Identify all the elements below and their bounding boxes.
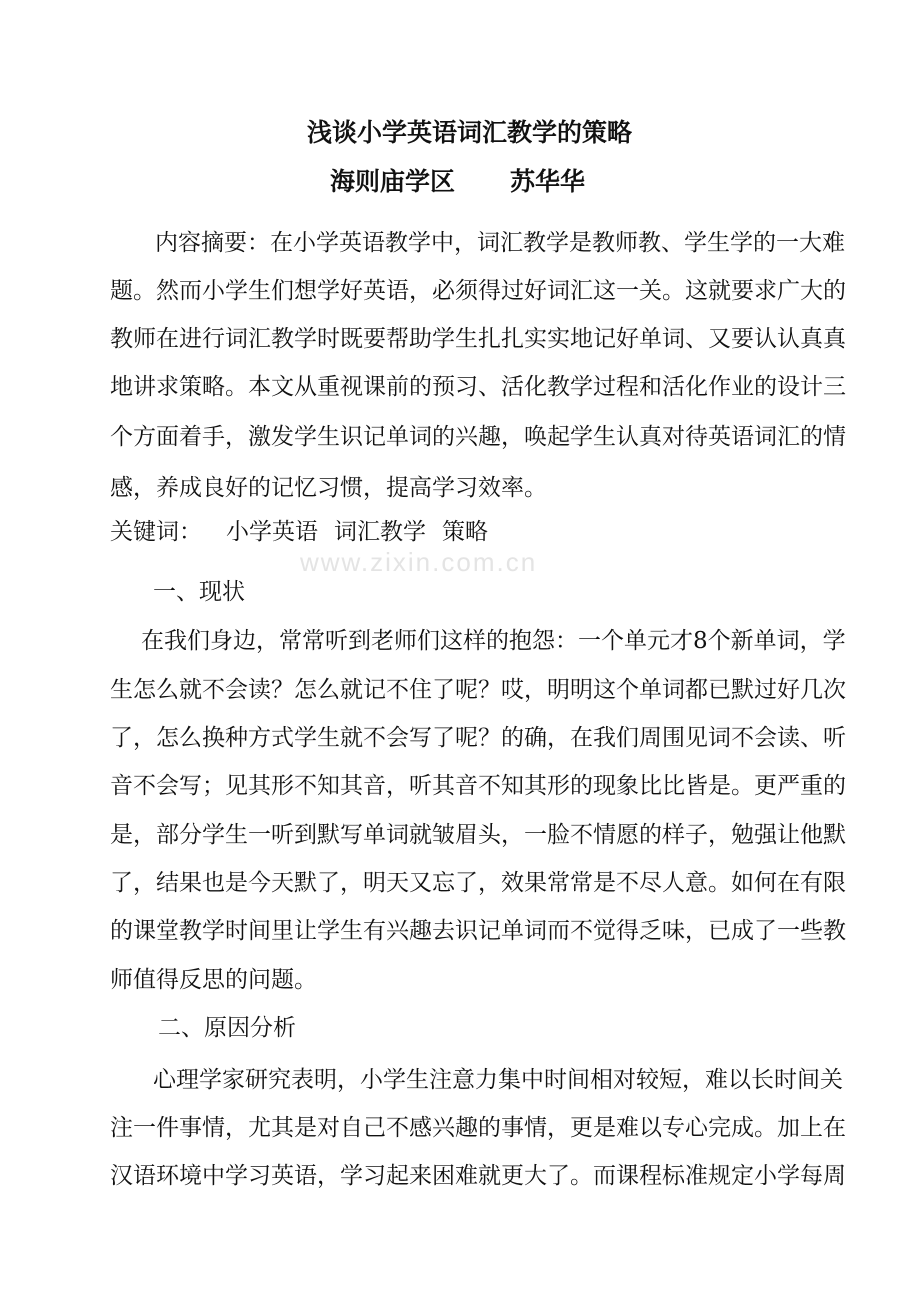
section-heading: 二、原因分析	[158, 1015, 296, 1041]
abstract-line: 教师在进行词汇教学时既要帮助学生扎扎实实地记好单词、又要认认真真	[110, 326, 846, 352]
paragraph-line: 的课堂教学时间里让学生有兴趣去识记单词而不觉得乏味，已成了一些教	[110, 918, 846, 944]
paragraph-line: 心理学家研究表明，小学生注意力集中时间相对较短，难以长时间关	[153, 1067, 843, 1093]
author-district: 海则庙学区	[330, 167, 456, 196]
paragraph-line: 音不会写；见其形不知其音，听其音不知其形的现象比比皆是。更严重的	[110, 773, 846, 799]
abstract-line: 内容摘要：在小学英语教学中，词汇教学是教师教、学生学的一大难	[155, 230, 845, 256]
section-heading: 一、现状	[153, 579, 245, 605]
abstract-line: 题。然而小学生们想学好英语，必须得过好词汇这一关。这就要求广大的	[110, 278, 846, 304]
paragraph-line: 了，结果也是今天默了，明天又忘了，效果常常是不尽人意。如何在有限	[110, 870, 846, 896]
paragraph-line: 是，部分学生一听到默写单词就皱眉头，一脸不情愿的样子，勉强让他默	[110, 822, 846, 848]
keyword: 小学英语	[226, 519, 318, 545]
document-title: 浅谈小学英语词汇教学的策略	[307, 118, 633, 147]
paragraph-line: 在我们身边，常常听到老师们这样的抱怨：一个单元才8个新单词，学	[141, 628, 846, 654]
paragraph-line: 了，怎么换种方式学生就不会写了呢？的确，在我们周围见词不会读、听	[110, 725, 846, 751]
abstract-line: 感，养成良好的记忆习惯，提高学习效率。	[110, 475, 547, 501]
keyword: 词汇教学	[334, 519, 426, 545]
paragraph-line: 师值得反思的问题。	[110, 967, 317, 993]
keyword: 策略	[442, 519, 488, 545]
paragraph-line: 生怎么就不会读？怎么就记不住了呢？哎，明明这个单词都已默过好几次	[110, 677, 846, 703]
author-name: 苏华华	[510, 167, 586, 196]
keywords-label: 关键词：	[110, 519, 202, 545]
paragraph-line: 注一件事情，尤其是对自己不感兴趣的事情，更是难以专心完成。加上在	[110, 1115, 846, 1141]
abstract-line: 个方面着手，激发学生识记单词的兴趣，唤起学生认真对待英语词汇的情	[110, 424, 846, 450]
paragraph-line: 汉语环境中学习英语，学习起来困难就更大了。而课程标准规定小学每周	[110, 1163, 846, 1189]
watermark: www.zixin.com.cn	[300, 547, 538, 577]
abstract-line: 地讲求策略。本文从重视课前的预习、活化教学过程和活化作业的设计三	[110, 374, 846, 400]
keywords-row	[110, 518, 488, 546]
